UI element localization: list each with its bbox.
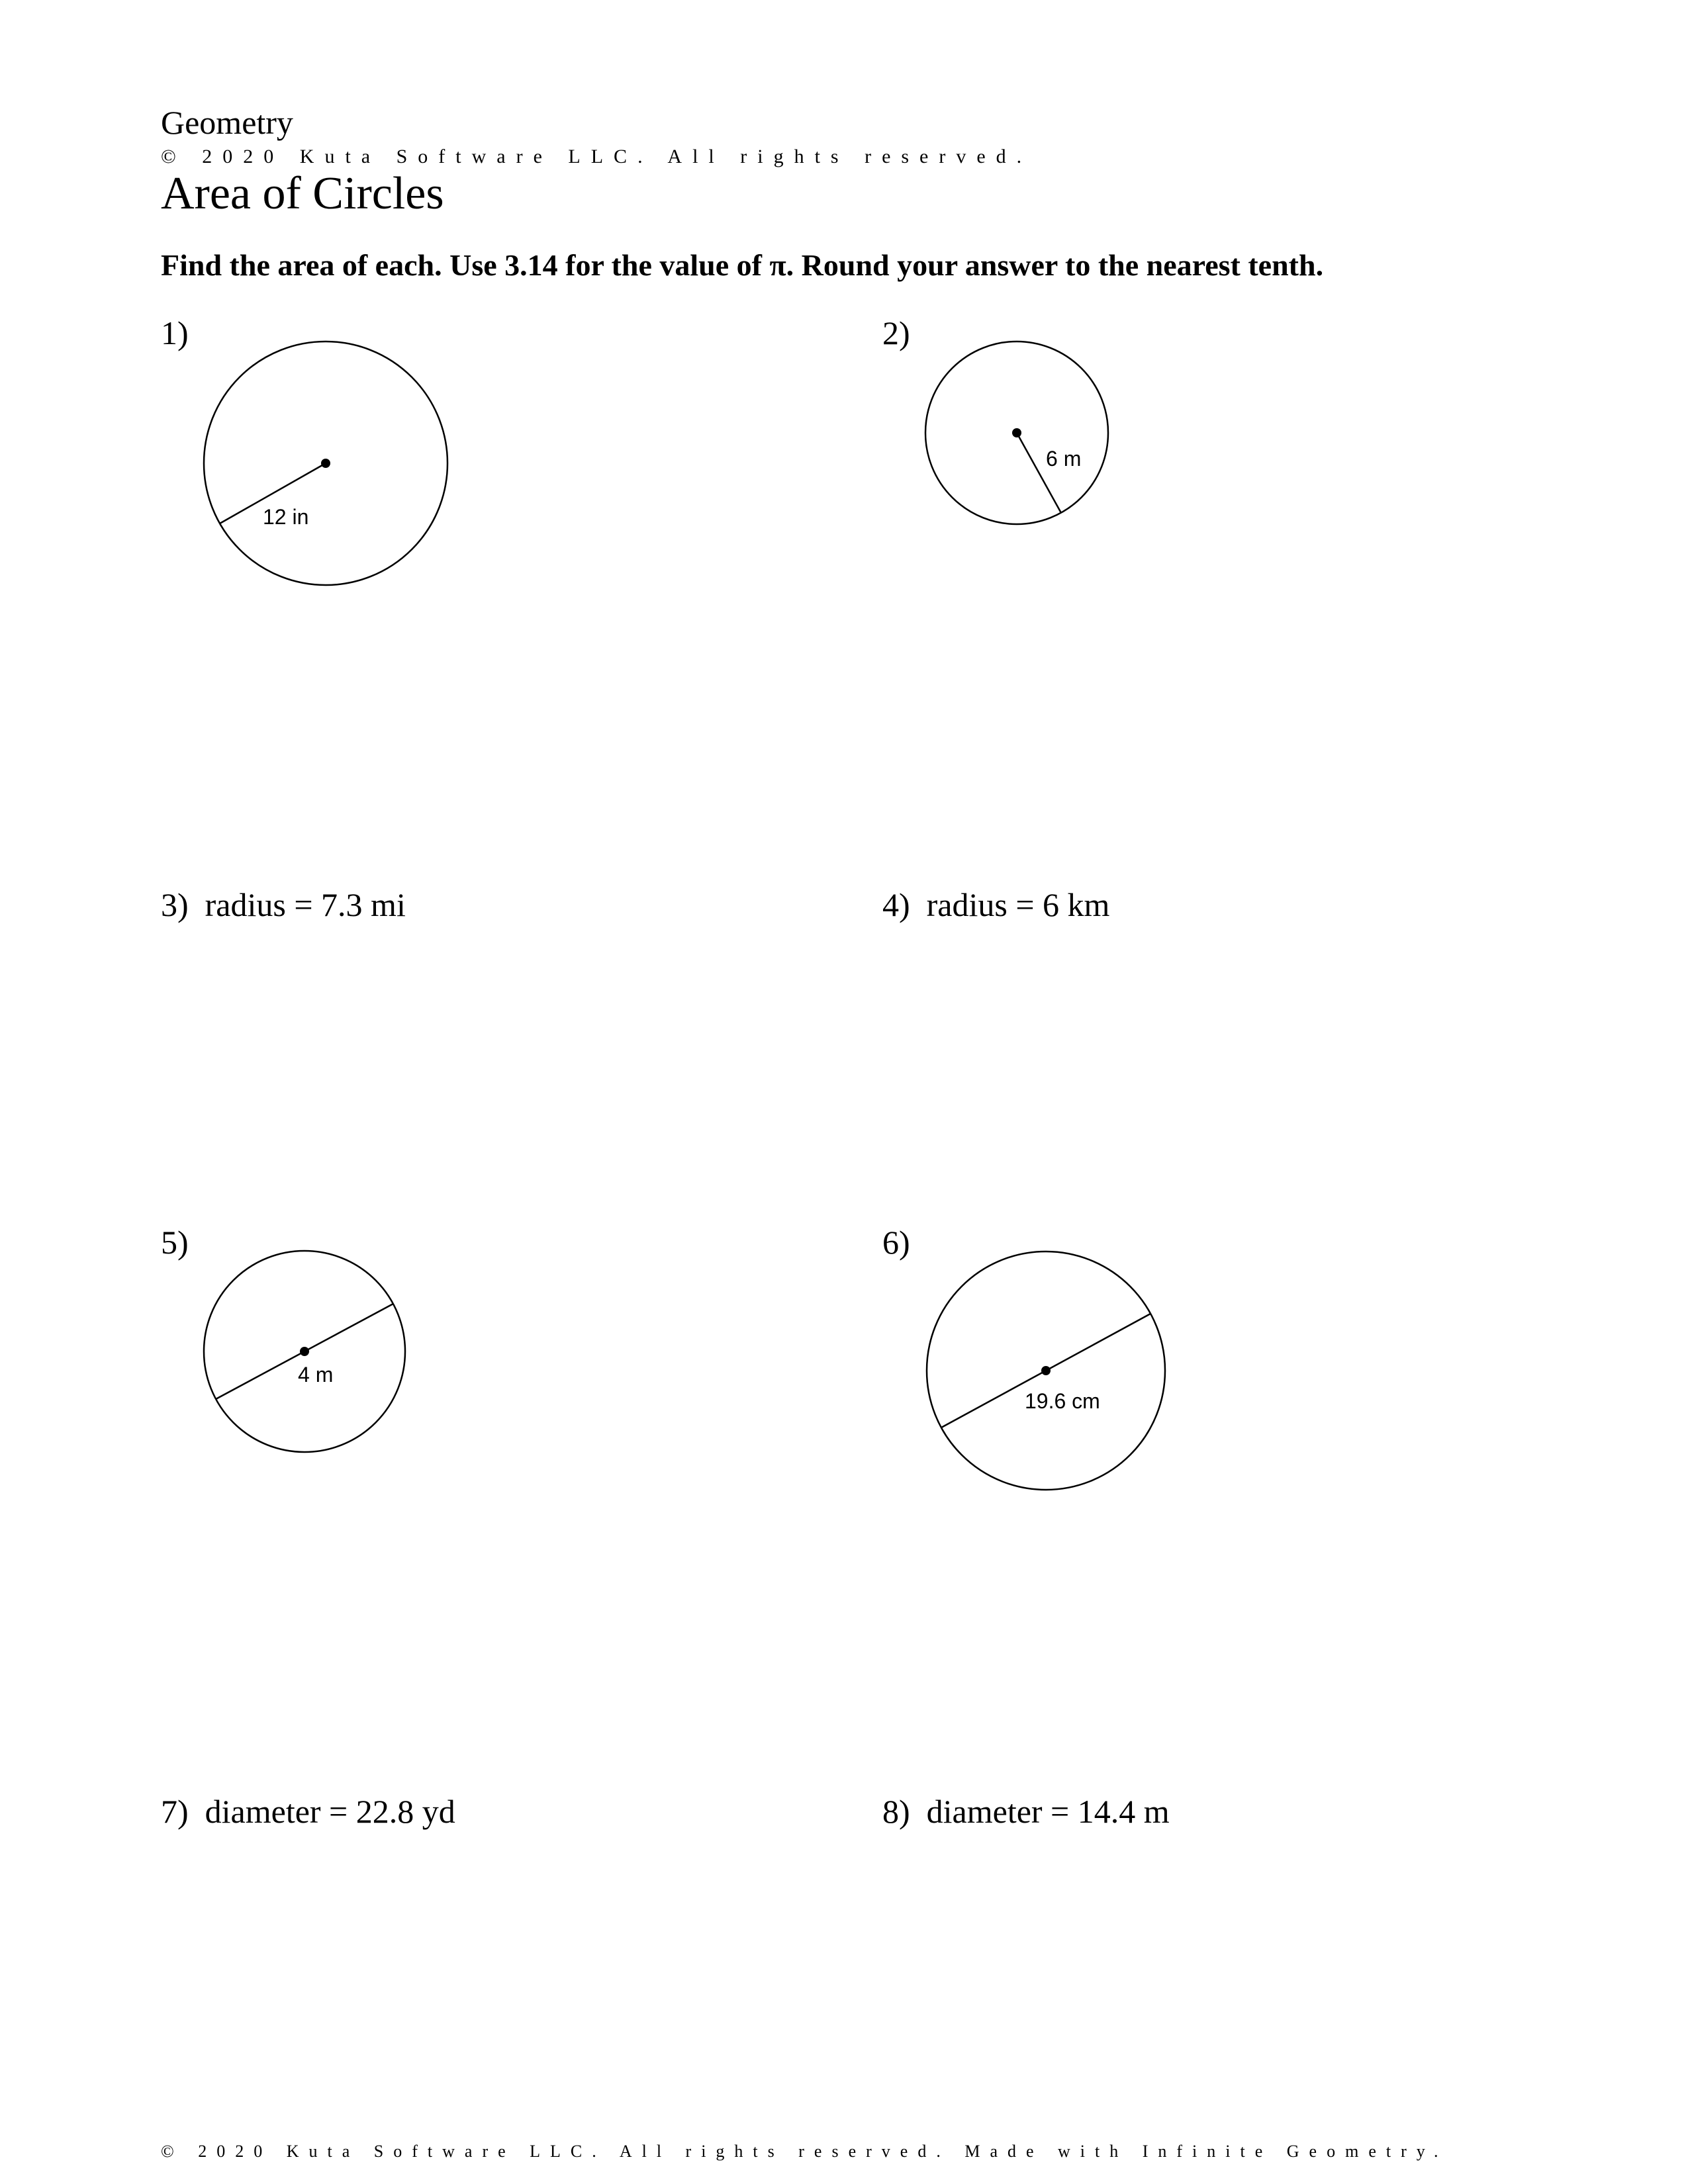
problem-1-measure-label: 12 in bbox=[263, 505, 309, 529]
problem-8 bbox=[882, 1795, 1170, 1828]
instructions: Find the area of each. Use 3.14 for the value of π. Round your answer to the nearest tenth. bbox=[161, 248, 1324, 282]
problem-2-measure-label: 6 m bbox=[1046, 447, 1082, 471]
problem-8-text: diameter = 14.4 m bbox=[926, 1793, 1170, 1830]
problem-6-number: 6) bbox=[882, 1224, 910, 1261]
problem-2-number: 2) bbox=[882, 314, 910, 351]
problem-6-center-point bbox=[1041, 1366, 1051, 1375]
problem-6-measure-label: 19.6 cm bbox=[1025, 1389, 1100, 1413]
problem-4-number: 4) bbox=[882, 886, 910, 923]
problem-5-number: 5) bbox=[161, 1224, 189, 1261]
copyright-notice: © 2020 Kuta Software LLC. All rights reserved. bbox=[161, 146, 1033, 167]
course-name: Geometry bbox=[161, 104, 293, 141]
problem-7 bbox=[161, 1795, 455, 1828]
problem-7-number: 7) bbox=[161, 1793, 189, 1830]
worksheet-title: Area of Circles bbox=[161, 168, 444, 219]
problem-5-measure-label: 4 m bbox=[298, 1363, 334, 1387]
problem-3-number: 3) bbox=[161, 886, 189, 923]
problem-7-text: diameter = 22.8 yd bbox=[205, 1793, 455, 1830]
problem-1-number: 1) bbox=[161, 314, 189, 351]
footer-copyright: © 2020 Kuta Software LLC. All rights reserved. Made with Infinite Geometry. bbox=[161, 2142, 1448, 2161]
problem-4-text: radius = 6 km bbox=[926, 886, 1110, 923]
problem-8-number: 8) bbox=[882, 1793, 910, 1830]
problem-3-text: radius = 7.3 mi bbox=[205, 886, 406, 923]
